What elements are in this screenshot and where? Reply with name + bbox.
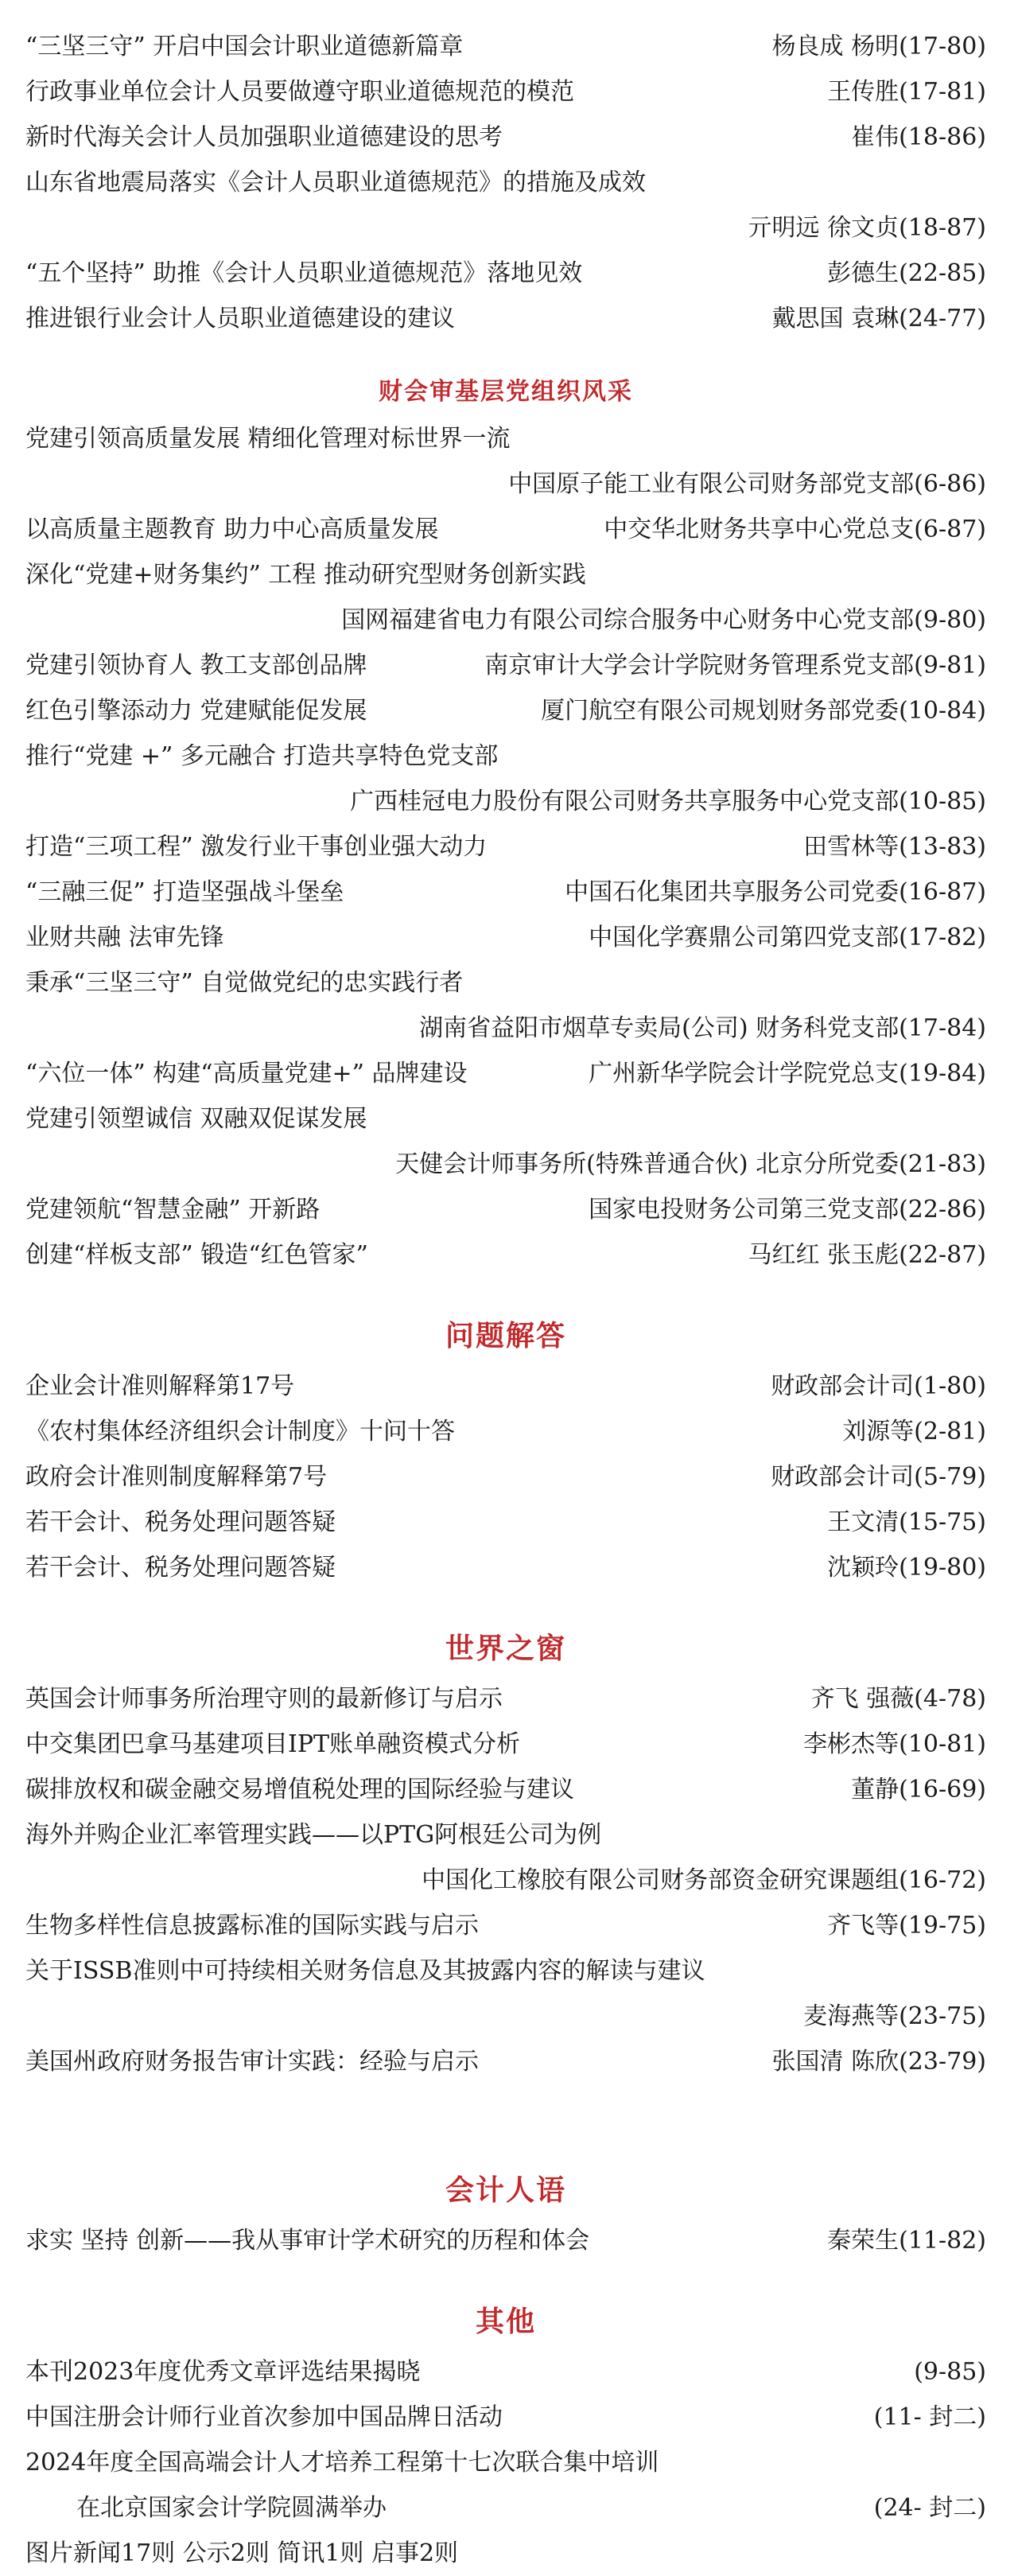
section-heading-others: 其他 (475, 2306, 536, 2338)
entry-title: 秉承“三坚三守” 自觉做党纪的忠实践行者 (25, 969, 464, 997)
entry-title: 中交集团巴拿马基建项目IPT账单融资模式分析 (25, 1730, 521, 1758)
toc-entry[interactable] (25, 1142, 986, 1187)
entry-title: 政府会计准则制度解释第7号 (25, 1463, 328, 1491)
entry-author-issue-page: 中交华北财务共享中心党总支(6-87) (604, 516, 986, 543)
entry-title: 党建引领高质量发展 精细化管理对标世界一流 (25, 425, 511, 453)
entry-author-issue-page: 齐飞 强薇(4-78) (810, 1685, 986, 1713)
entry-title: 企业会计准则解释第17号 (25, 1372, 295, 1400)
toc-entry[interactable] (25, 1676, 986, 1722)
entry-title: 新时代海关会计人员加强职业道德建设的思考 (25, 123, 503, 151)
toc-section (25, 1622, 986, 2084)
entry-author-issue-page: (9-85) (914, 2358, 986, 2386)
entry-author-issue-page: 中国石化集团共享服务公司党委(16-87) (565, 878, 986, 906)
toc-entry[interactable] (25, 1409, 986, 1454)
entry-title: “五个坚持” 助推《会计人员职业道德规范》落地见效 (25, 259, 583, 287)
entry-author-issue-page: 马红红 张玉彪(22-87) (748, 1241, 986, 1269)
entry-title: 求实 坚持 创新——我从事审计学术研究的历程和体会 (25, 2227, 590, 2255)
toc-entry[interactable] (25, 1096, 986, 1142)
entry-author-issue-page: 天健会计师事务所(特殊普通合伙) 北京分所党委(21-83) (395, 1150, 986, 1178)
entry-title: 《农村集体经济组织会计制度》十问十答 (25, 1418, 455, 1446)
entry-title: 生物多样性信息披露标准的国际实践与启示 (25, 1912, 479, 1940)
toc-entry[interactable] (25, 643, 986, 688)
entry-title: 深化“党建+财务集约” 工程 推动研究型财务创新实践 (25, 561, 586, 589)
entry-title: “三坚三守” 开启中国会计职业道德新篇章 (25, 33, 464, 60)
entry-title: 关于ISSB准则中可持续相关财务信息及其披露内容的解读与建议 (25, 1957, 705, 1985)
entry-author-issue-page: 秦荣生(11-82) (827, 2227, 986, 2255)
toc-entry[interactable] (25, 205, 986, 251)
toc-entry[interactable] (25, 870, 986, 915)
entry-author-issue-page: 齐飞等(19-75) (827, 1912, 986, 1940)
entry-author-issue-page: 湖南省益阳市烟草专卖局(公司) 财务科党支部(17-84) (419, 1014, 986, 1042)
entry-title: 山东省地震局落实《会计人员职业道德规范》的措施及成效 (25, 169, 646, 197)
toc-entry[interactable] (25, 960, 986, 1006)
entry-author-issue-page: 国家电投财务公司第三党支部(22-86) (589, 1196, 986, 1224)
entry-author-issue-page: 厦门航空有限公司规划财务部党委(10-84) (541, 697, 986, 725)
entry-author-issue-page: 王文清(15-75) (827, 1508, 986, 1536)
entry-author-issue-page: 国网福建省电力有限公司综合服务中心财务中心党支部(9-80) (341, 606, 986, 634)
toc-entry[interactable] (25, 824, 986, 870)
toc-entry[interactable] (25, 461, 986, 507)
toc-entry[interactable] (25, 2349, 986, 2395)
entry-title: “三融三促” 打造坚强战斗堡垒 (25, 878, 344, 906)
entry-author-issue-page: 广州新华学院会计学院党总支(19-84) (589, 1060, 986, 1088)
toc-entry[interactable] (25, 597, 986, 643)
entry-author-issue-page: 中国化工橡胶有限公司财务部资金研究课题组(16-72) (422, 1866, 986, 1894)
toc-entry[interactable] (25, 2531, 986, 2576)
entry-author-issue-page: 中国化学赛鼎公司第四党支部(17-82) (589, 924, 986, 951)
toc-entry[interactable] (25, 1812, 986, 1858)
entry-author-issue-page: (11- 封二) (873, 2403, 986, 2431)
entry-title: 英国会计师事务所治理守则的最新修订与启示 (25, 1685, 503, 1713)
toc-entry[interactable] (25, 1858, 986, 1903)
entry-author-issue-page: 张国清 陈欣(23-79) (771, 2048, 986, 2076)
toc-entry[interactable] (25, 2039, 986, 2084)
entry-author-issue-page: 亓明远 徐文贞(18-87) (748, 214, 986, 242)
entry-title: 中国注册会计师行业首次参加中国品牌日活动 (25, 2403, 503, 2431)
entry-title: 以高质量主题教育 助力中心高质量发展 (25, 516, 439, 543)
entry-title: 本刊2023年度优秀文章评选结果揭晓 (25, 2358, 421, 2386)
entry-title: 若干会计、税务处理问题答疑 (25, 1508, 336, 1536)
entry-author-issue-page: 崔伟(18-86) (851, 123, 986, 151)
toc-entry[interactable] (25, 733, 986, 779)
toc-entry[interactable] (25, 779, 986, 824)
toc-entry[interactable] (25, 688, 986, 733)
entry-author-issue-page: 李彬杰等(10-81) (803, 1730, 986, 1758)
section-heading-world-window: 世界之窗 (445, 1632, 566, 1665)
toc-entry[interactable] (25, 2218, 986, 2263)
entry-title: 行政事业单位会计人员要做遵守职业道德规范的模范 (25, 78, 574, 106)
toc-entry[interactable] (25, 2440, 986, 2485)
entry-title: 红色引擎添动力 党建赋能促发展 (25, 697, 367, 725)
entry-author-issue-page: 王传胜(17-81) (827, 78, 986, 106)
entry-title: “六位一体” 构建“高质量党建+” 品牌建设 (25, 1060, 468, 1088)
entry-title: 推进银行业会计人员职业道德建设的建议 (25, 305, 455, 333)
entry-title: 推行“党建 +” 多元融合 打造共享特色党支部 (25, 742, 499, 770)
toc-entry[interactable] (25, 115, 986, 160)
toc-entry[interactable] (25, 1454, 986, 1500)
entry-title: 打造“三项工程” 激发行业干事创业强大动力 (25, 833, 488, 861)
toc-entry[interactable] (25, 552, 986, 597)
entry-author-issue-page: 杨良成 杨明(17-80) (771, 33, 986, 60)
toc-entry[interactable] (25, 1364, 986, 1409)
entry-author-issue-page: 麦海燕等(23-75) (803, 2002, 986, 2030)
entry-author-issue-page: 董静(16-69) (851, 1776, 986, 1804)
entry-title: 业财共融 法审先锋 (25, 924, 224, 951)
entry-author-issue-page: 中国原子能工业有限公司财务部党支部(6-86) (508, 470, 986, 498)
toc-entry[interactable] (25, 1232, 986, 1278)
entry-author-issue-page: 财政部会计司(5-79) (771, 1463, 986, 1491)
toc-entry[interactable] (25, 1994, 986, 2039)
entry-author-issue-page: 田雪林等(13-83) (803, 833, 986, 861)
entry-title: 碳排放权和碳金融交易增值税处理的国际经验与建议 (25, 1776, 574, 1804)
toc-entry[interactable] (25, 251, 986, 296)
toc-entry[interactable] (25, 416, 986, 461)
toc-entry[interactable] (25, 1545, 986, 1590)
entry-title: 若干会计、税务处理问题答疑 (25, 1554, 336, 1582)
toc-entry[interactable] (25, 69, 986, 115)
entry-title: 党建领航“智慧金融” 开新路 (25, 1196, 321, 1224)
entry-title: 美国州政府财务报告审计实践：经验与启示 (25, 2048, 479, 2076)
section-heading-accountant-words: 会计人语 (445, 2174, 566, 2207)
entry-title: 党建引领塑诚信 双融双促谋发展 (25, 1105, 367, 1133)
toc-entry[interactable] (25, 296, 986, 341)
entry-author-issue-page: 彭德生(22-85) (827, 259, 986, 287)
toc-entry[interactable] (25, 507, 986, 552)
entry-title: 在北京国家会计学院圆满举办 (76, 2494, 387, 2522)
toc-entry[interactable] (25, 1500, 986, 1545)
entry-author-issue-page: 沈颖玲(19-80) (827, 1554, 986, 1582)
toc-entry[interactable] (25, 1722, 986, 1767)
toc-section (25, 2164, 986, 2263)
toc-entry[interactable] (25, 1948, 986, 1994)
entry-title: 创建“样板支部” 锻造“红色管家” (25, 1241, 368, 1269)
section-heading-qa: 问题解答 (445, 1320, 566, 1352)
entry-author-issue-page: (24- 封二) (873, 2494, 986, 2522)
entry-title: 2024年度全国高端会计人才培养工程第十七次联合集中培训 (25, 2449, 659, 2477)
toc-entry[interactable] (25, 1006, 986, 1051)
section-heading-party-organizations: 财会审基层党组织风采 (379, 378, 633, 406)
toc-section (25, 1309, 986, 1590)
toc-entry[interactable] (25, 24, 986, 69)
toc-entry[interactable] (25, 1903, 986, 1948)
toc-entry[interactable] (25, 2485, 986, 2531)
toc-entry[interactable] (25, 1051, 986, 1096)
toc-section (25, 2295, 986, 2576)
toc-entry[interactable] (25, 2395, 986, 2440)
entry-author-issue-page: 广西桂冠电力股份有限公司财务共享服务中心党支部(10-85) (350, 788, 986, 815)
toc-section (25, 24, 986, 341)
entry-author-issue-page: 财政部会计司(1-80) (771, 1372, 986, 1400)
entry-author-issue-page: 南京审计大学会计学院财务管理系党支部(9-81) (484, 652, 986, 679)
toc-entry[interactable] (25, 1187, 986, 1232)
toc-section (25, 368, 986, 1278)
toc-entry[interactable] (25, 160, 986, 205)
entry-title: 图片新闻17则 公示2则 简讯1则 启事2则 (25, 2539, 459, 2567)
table-of-contents (25, 24, 986, 2576)
entry-author-issue-page: 戴思国 袁琳(24-77) (771, 305, 986, 333)
toc-entry[interactable] (25, 1767, 986, 1812)
entry-title: 党建引领协育人 教工支部创品牌 (25, 652, 367, 679)
entry-title: 海外并购企业汇率管理实践——以PTG阿根廷公司为例 (25, 1821, 602, 1849)
toc-entry[interactable] (25, 915, 986, 960)
entry-author-issue-page: 刘源等(2-81) (842, 1418, 986, 1446)
